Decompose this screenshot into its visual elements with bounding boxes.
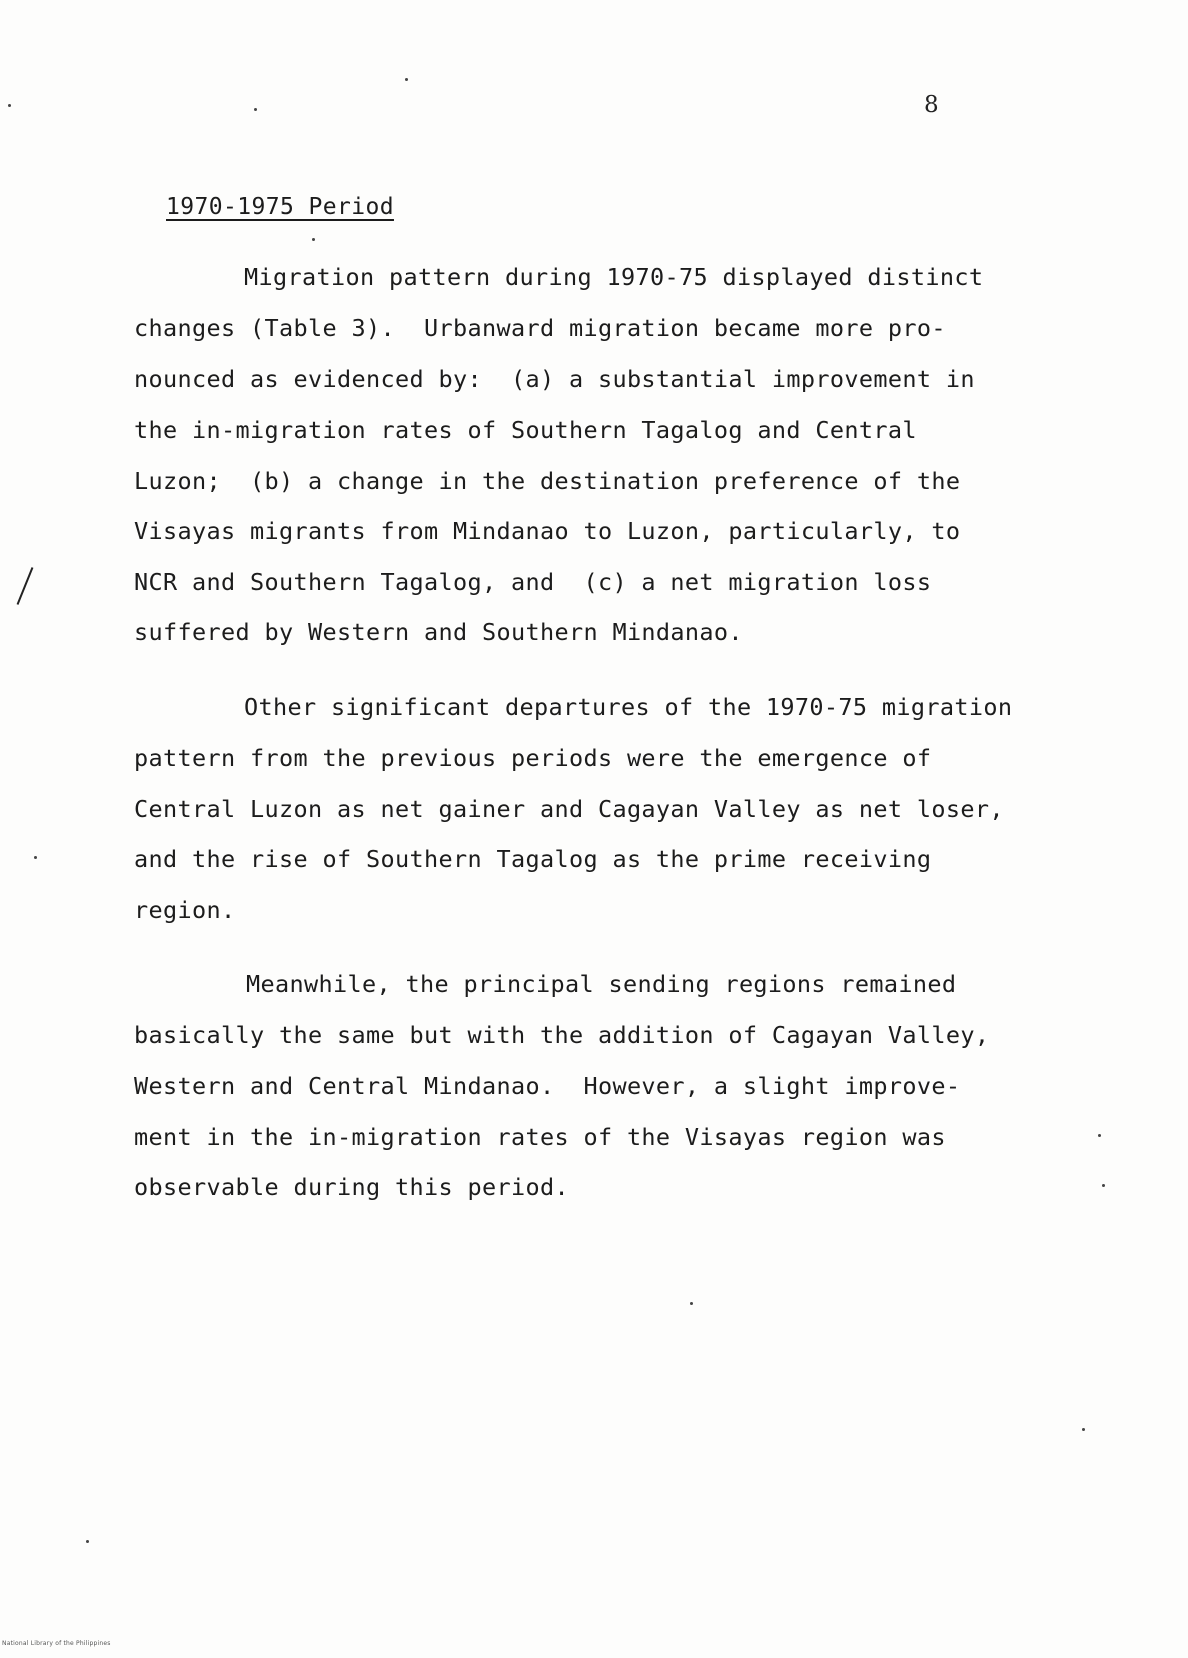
paragraph-line: Western and Central Mindanao. However, a slight improve- [134, 1072, 961, 1100]
paragraph-line: observable during this period. [134, 1173, 569, 1201]
paragraph-line: NCR and Southern Tagalog, and (c) a net migration loss [134, 568, 932, 596]
scan-speck [34, 856, 37, 859]
scan-speck [690, 1302, 693, 1305]
paragraph-line: nounced as evidenced by: (a) a substantial improvement in [134, 365, 975, 393]
paragraph-line: Luzon; (b) a change in the destination preference of the [134, 467, 961, 495]
paragraph-line: ment in the in-migration rates of the Visayas region was [134, 1123, 946, 1151]
paragraph-line: region. [134, 896, 236, 924]
scan-speck [312, 238, 315, 241]
paragraph-line: Migration pattern during 1970-75 displayed distinct [244, 263, 984, 291]
scan-speck [8, 104, 11, 107]
paragraph-line: changes (Table 3). Urbanward migration became more pro- [134, 314, 946, 342]
paragraph-line: Other significant departures of the 1970-75 migration [244, 693, 1013, 721]
scan-speck [1082, 1428, 1085, 1431]
scan-speck [1098, 1134, 1101, 1137]
paragraph-line: the in-migration rates of Southern Tagalog and Central [134, 416, 917, 444]
scan-speck [1102, 1184, 1105, 1187]
page-number: 8 [924, 92, 939, 118]
section-heading: 1970-1975 Period [166, 194, 394, 220]
scan-speck [405, 78, 408, 81]
paragraph-line: suffered by Western and Southern Mindanao. [134, 618, 743, 646]
paragraph-line: Central Luzon as net gainer and Cagayan Valley as net loser, [134, 795, 1004, 823]
scan-speck [86, 1540, 89, 1543]
archive-stamp: National Library of the Philippines [2, 1640, 111, 1647]
paragraph-line: pattern from the previous periods were the emergence of [134, 744, 932, 772]
margin-pencil-mark [17, 567, 34, 605]
scan-speck [254, 108, 257, 111]
paragraph-line: Visayas migrants from Mindanao to Luzon, particularly, to [134, 517, 961, 545]
paragraph-line: Meanwhile, the principal sending regions remained [246, 970, 957, 998]
paragraph-line: and the rise of Southern Tagalog as the prime receiving [134, 845, 932, 873]
paragraph-line: basically the same but with the addition of Cagayan Valley, [134, 1021, 990, 1049]
